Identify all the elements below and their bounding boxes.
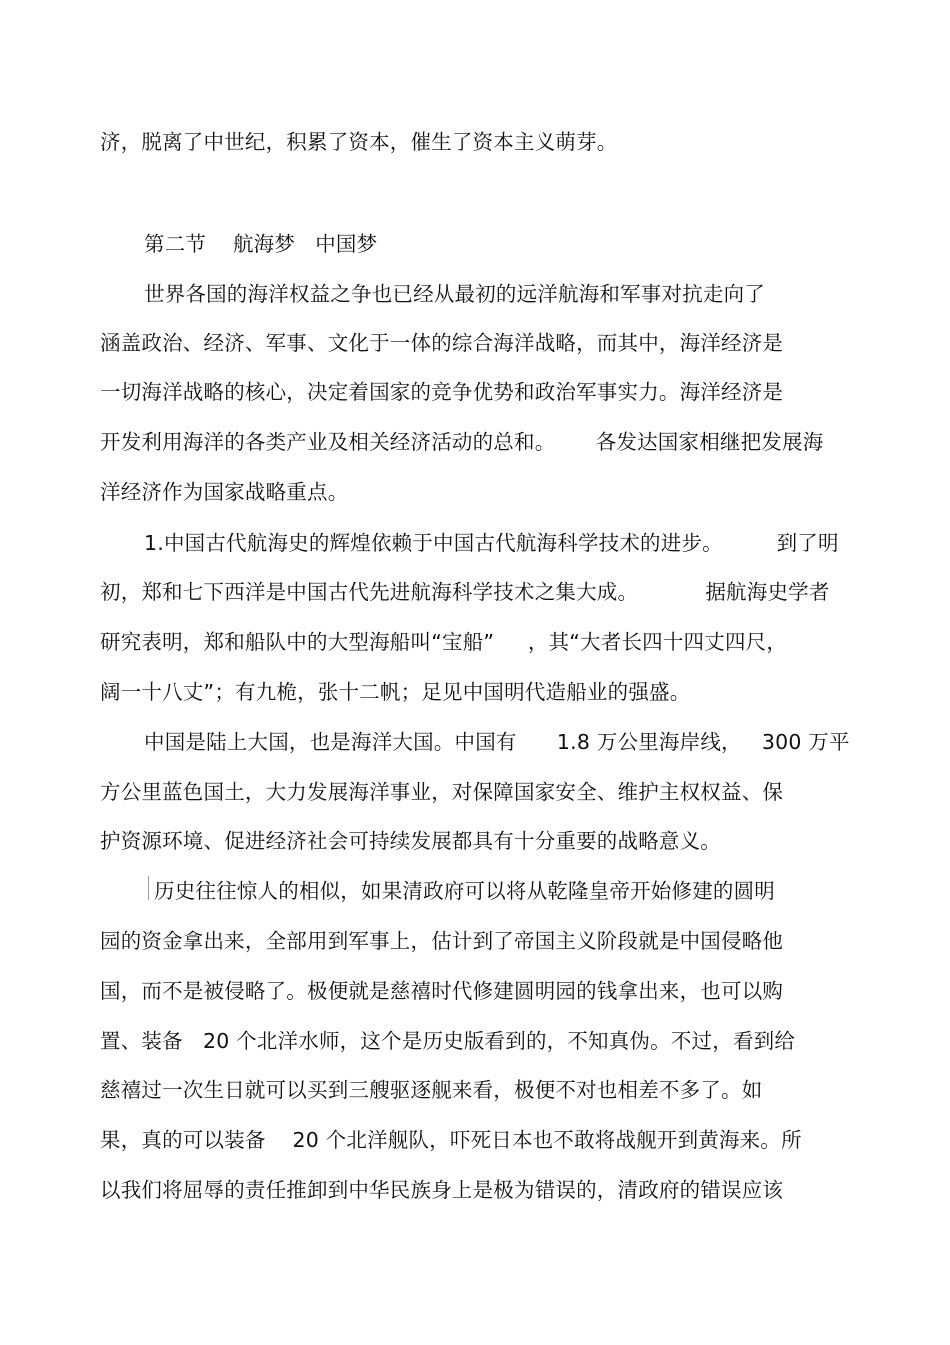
- text-line: 历史往往惊人的相似，如果清政府可以将从乾隆皇帝开始修建的圆明: [154, 879, 775, 903]
- text-line: 护资源环境、促进经济社会可持续发展都具有十分重要的战略意义。: [100, 829, 721, 853]
- text-line: 涵盖政治、经济、军事、文化于一体的综合海洋战略，而其中，海洋经济是: [100, 331, 784, 355]
- text-cursor-mark: [148, 876, 149, 900]
- text-line: 研究表明，郑和船队中的大型海船叫“宝船” ，其“大者长四十四丈四尺，: [100, 630, 788, 654]
- text-line: 方公里蓝色国土，大力发展海洋事业，对保障国家安全、维护主权权益、保: [100, 780, 784, 804]
- text-line: 国，而不是被侵略了。极便就是慈禧时代修建圆明园的钱拿出来，也可以购: [100, 979, 784, 1003]
- text-line: 慈禧过一次生日就可以买到三艘驱逐舰来看，极便不对也相差不多了。如: [100, 1078, 763, 1102]
- text-line: 开发利用海洋的各类产业及相关经济活动的总和。 各发达国家相继把发展海: [100, 430, 824, 454]
- text-line: 以我们将屈辱的责任推卸到中华民族身上是极为错误的，清政府的错误应该: [100, 1178, 784, 1202]
- text-line: 初，郑和七下西洋是中国古代先进航海科学技术之集大成。 据航海史学者: [100, 580, 830, 604]
- text-line: 洋经济作为国家战略重点。: [100, 480, 349, 504]
- text-line: 1.中国古代航海史的辉煌依赖于中国古代航海科学技术的进步。 到了明: [144, 531, 839, 555]
- text-line: 果，真的可以装备 20 个北洋舰队，吓死日本也不敢将战舰开到黄海来。所: [100, 1128, 802, 1152]
- text-line: 济，脱离了中世纪，积累了资本，催生了资本主义萌芽。: [100, 130, 618, 154]
- text-line: 世界各国的海洋权益之争也已经从最初的远洋航海和军事对抗走向了: [144, 282, 765, 306]
- text-line: 阔一十八丈”；有九桅，张十二帆；足见中国明代造船业的强盛。: [100, 680, 691, 704]
- text-line: 置、装备 20 个北洋水师，这个是历史版看到的，不知真伪。不过，看到给: [100, 1029, 796, 1053]
- text-line: 园的资金拿出来，全部用到军事上，估计到了帝国主义阶段就是中国侵略他: [100, 929, 784, 953]
- text-line: 一切海洋战略的核心，决定着国家的竞争优势和政治军事实力。海洋经济是: [100, 380, 784, 404]
- text-line: 中国是陆上大国，也是海洋大国。中国有 1.8 万公里海岸线， 300 万平: [144, 730, 850, 754]
- section-heading: 第二节 航海梦 中国梦: [144, 232, 378, 256]
